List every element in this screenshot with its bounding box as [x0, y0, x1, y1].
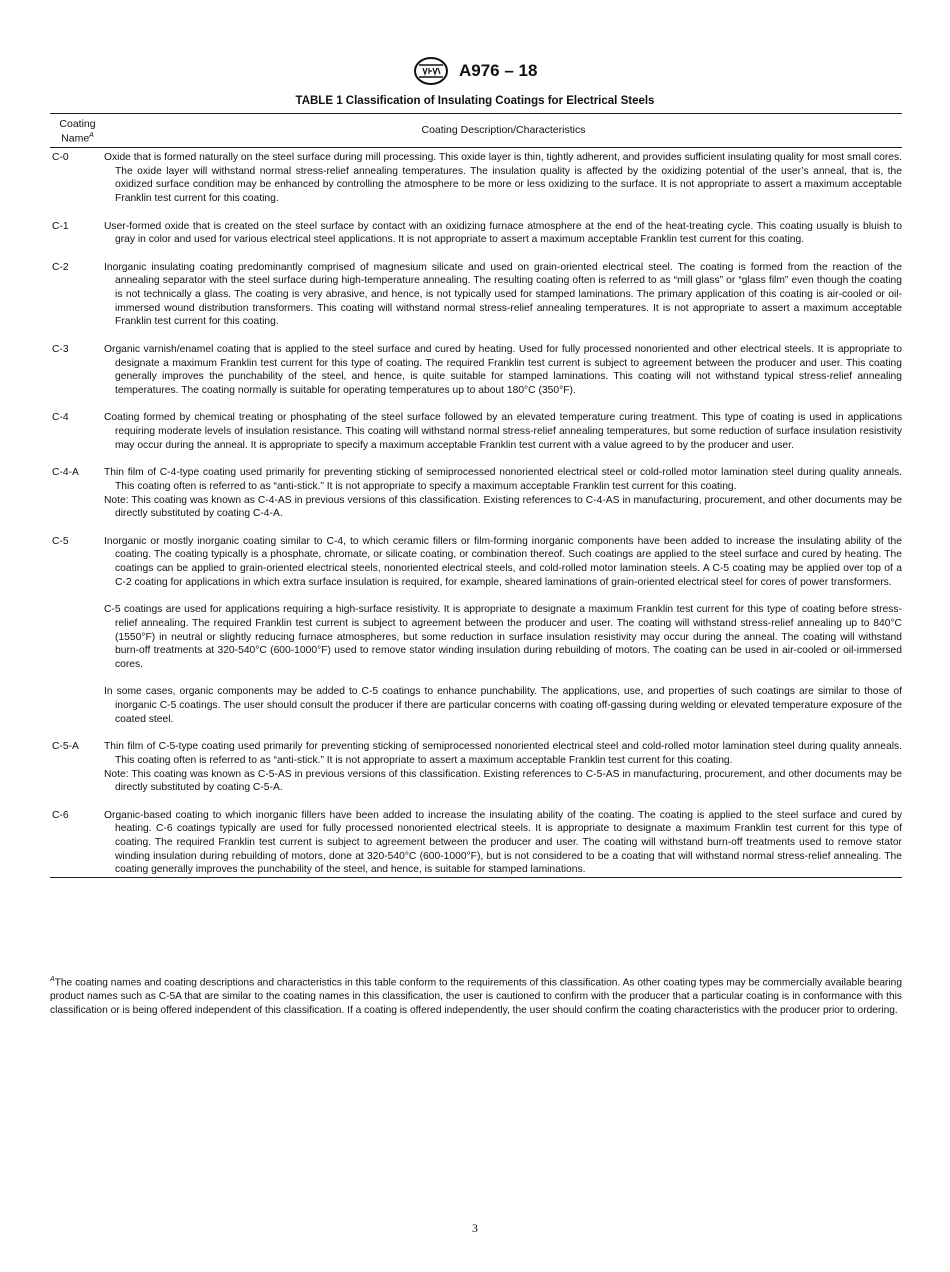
page-number: 3	[472, 1221, 478, 1235]
row-spacer	[50, 795, 902, 809]
table-bottom-rule	[50, 877, 902, 878]
coating-description	[104, 466, 902, 521]
row-spacer	[50, 452, 902, 466]
column-header-name	[50, 118, 105, 145]
description-paragraph: Inorganic or mostly inorganic coating similar to C-4, to which ceramic fillers or film-forming inorganic components have been added to increase the insulating ability of the coating. The coating typically is a phosphate, chromate, or silicate coating, or combination thereof. Such coatings are applied to the steel surface and cured by heating. The coatings can be applied to grain-oriented electrical steels, nonoriented electrical steels, and cold-rolled motor lamination steels. A C-5 coating may be applied over top of a C-2 coating for applications in which extra surface insulation is required, for example, sheared laminations of grain-oriented electrical steel for cores of power transformers.	[104, 535, 902, 588]
coating-description	[104, 411, 902, 452]
document-id: A976 – 18	[459, 61, 538, 80]
coating-name: C-3	[52, 343, 69, 355]
footnote-marker: A	[89, 132, 94, 139]
coating-name: C-2	[52, 261, 69, 273]
coating-description	[104, 261, 902, 330]
table-row	[50, 151, 902, 206]
table-row	[50, 466, 902, 521]
description-paragraph: Thin film of C-4-type coating used primarily for preventing sticking of semiprocessed nonoriented electrical steel or cold-rolled motor lamination steel during quality anneals. This coating often is referred to as “anti-stick.” It is not appropriate to specify a maximum acceptable Franklin test current for this coating.	[104, 467, 902, 492]
table-row	[50, 343, 902, 398]
coating-description	[104, 151, 902, 206]
table-footnote	[50, 973, 902, 1018]
table-row	[50, 220, 902, 247]
table-row	[50, 261, 902, 330]
coating-name: C-1	[52, 220, 69, 232]
row-spacer	[50, 521, 902, 535]
description-paragraph: Inorganic insulating coating predominantly comprised of magnesium silicate and used on grain-oriented electrical steel. The coating is formed from the reaction of the annealing separator with the steel surface during high-temperature annealing. The resulting coating often is referred to as “mill glass” or “glass film” even though the coating is not technically a glass. The coating is very abrasive, and hence, is not typically used for stamped laminations. The primary application of this coating is air-cooled or oil-immersed wound distribution transformers. This coating will withstand normal stress-relief annealing temperatures. It is not appropriate to assert a maximum acceptable Franklin test current for this coating.	[104, 261, 902, 328]
row-spacer	[50, 247, 902, 261]
paragraph-spacer	[104, 672, 902, 686]
column-header-name-line1: Coating	[59, 118, 96, 130]
column-header-name-line2: Name	[61, 132, 90, 145]
row-spacer	[50, 398, 902, 412]
table-row	[50, 535, 902, 727]
coating-name: C-6	[52, 809, 69, 821]
paragraph-spacer	[104, 589, 902, 603]
table-title: TABLE 1 Classification of Insulating Coatings for Electrical Steels	[295, 95, 655, 107]
coating-description	[104, 809, 902, 878]
table-row	[50, 411, 902, 452]
note-paragraph: Note: This coating was known as C-5-AS in previous versions of this classification. Existing references to C-5-AS in manufacturing, procurement, and other documents may be directly substituted by coating C-5-A.	[104, 768, 902, 794]
table-row	[50, 809, 902, 878]
classification-table	[50, 113, 902, 878]
row-spacer	[50, 329, 902, 343]
description-paragraph: C-5 coatings are used for applications requiring a high-surface resistivity. It is appropriate to designate a maximum Franklin test current for this type of coating before stress-relief annealing. The required Franklin test current is subject to agreement between the producer and user. The coating will withstand stress-relief annealing up to 840°C (1550°F) in neutral or slightly reducing furnace atmospheres, but some reduction in surface insulation resistivity may occur during the anneal. The coating will withstand burn-off treatments at 320-540°C (600-1000°F) used to remove stator winding insulation during rebuilding of motors. The coating can be used in air-cooled or oil-immersed cores.	[104, 604, 902, 670]
row-spacer	[50, 206, 902, 220]
table-header	[50, 114, 902, 147]
table-body	[50, 148, 902, 877]
coating-description	[104, 535, 902, 727]
footnote-text: The coating names and coating descriptions and characteristics in this table conform to the requirements of this classification. As other coating types may be commercially available bearing product names such as C-5A that are similar to the coating names in this classification, the user is cautioned to confirm with the producer that a particular coating is in conformance with this classification or is being offered independent of this classification. If a coating is offered independently, the user should confirm the coating characteristics with the producer prior to ordering.	[50, 977, 902, 1016]
astm-logo-icon	[413, 56, 449, 86]
description-paragraph: Oxide that is formed naturally on the steel surface during mill processing. This oxide layer is thin, tightly adherent, and provides sufficient insulating quality for most small cores. The oxide layer will withstand normal stress-relief annealing temperatures. The insulation quality is affected by the oxidizing potential of the user’s anneal, that is, the oxidized surface condition may be enhanced by controlling the atmosphere to be more or less oxidizing to the surface. It is not appropriate to assert a maximum acceptable Franklin test current for this coating.	[104, 152, 902, 205]
page-header	[0, 56, 950, 86]
description-paragraph: User-formed oxide that is created on the steel surface by contact with an oxidizing furnace atmosphere at the end of the heat-treating cycle. This coating usually is bluish to gray in color and used for various electrical steel applications. It is not appropriate to assert a maximum acceptable Franklin test current for this coating.	[104, 220, 902, 246]
description-paragraph: Coating formed by chemical treating or phosphating of the steel surface followed by an elevated temperature curing treatment. This type of coating is used in applications requiring moderate levels of insulation resistance. This coating will withstand normal stress-relief annealing temperatures, but some reduction of surface insulation resistivity may occur during the anneal. It is appropriate to specify a maximum acceptable Franklin test current with a value agreed to by the producer and user.	[104, 412, 902, 451]
description-paragraph: Thin film of C-5-type coating used primarily for preventing sticking of semiprocessed nonoriented electrical steel and cold-rolled motor lamination steel during quality anneals. This coating often is referred to as “anti-stick.” It is not appropriate to assert a maximum acceptable Franklin test current for this coating.	[104, 741, 902, 766]
table-row	[50, 740, 902, 795]
description-paragraph: Organic varnish/enamel coating that is applied to the steel surface and cured by heating. Used for fully processed nonoriented and other electrical steels. It is appropriate to designate a maximum Franklin test current for this type of coating. The required Franklin test current is subject to agreement between the producer and user. This coating generally improves the punchability of the steel, and hence, is quite suitable for stamped laminations. This coating will not withstand typical stress-relief annealing temperatures. The coating normally is suitable for operating temperatures up to about 180°C (350°F).	[104, 343, 902, 396]
coating-description	[104, 220, 902, 247]
row-spacer	[50, 726, 902, 740]
coating-name: C-0	[52, 152, 69, 163]
description-paragraph: In some cases, organic components may be added to C-5 coatings to enhance punchability. The applications, use, and properties of such coatings are similar to those of inorganic C-5 coatings. The user should consult the producer if there are particular concerns with coating off-gassing during welding or elevated temperature exposure of the coated steel.	[104, 686, 902, 725]
footnote-marker: A	[50, 976, 55, 983]
column-header-description: Coating Description/Characteristics	[421, 124, 586, 136]
note-paragraph: Note: This coating was known as C-4-AS in previous versions of this classification. Existing references to C-4-AS in manufacturing, procurement, and other documents may be directly substituted by coating C-4-A.	[104, 494, 902, 520]
coating-name: C-5-A	[52, 741, 79, 753]
description-paragraph: Organic-based coating to which inorganic fillers have been added to increase the insulating ability of the coating. The coating is applied to the steel surface and cured by heating. C-6 coatings typically are used for fully processed nonoriented electrical steels. It is appropriate to designate a maximum Franklin test current for this type of coating. The required Franklin test current is subject to agreement between the producer and user. The coating will withstand burn-off treatments used to remove stator winding insulation during rebuilding of motors, done at 320-540°C (600-1000°F), but is not considered to be a coating that will withstand normal stress-relief annealing. The coating generally improves the punchability of the steel, and hence, is suitable for stamped laminations.	[104, 809, 902, 876]
coating-name: C-4-A	[52, 467, 79, 479]
coating-description	[104, 343, 902, 398]
coating-name: C-4	[52, 412, 69, 424]
coating-description	[104, 740, 902, 795]
coating-name: C-5	[52, 535, 69, 547]
